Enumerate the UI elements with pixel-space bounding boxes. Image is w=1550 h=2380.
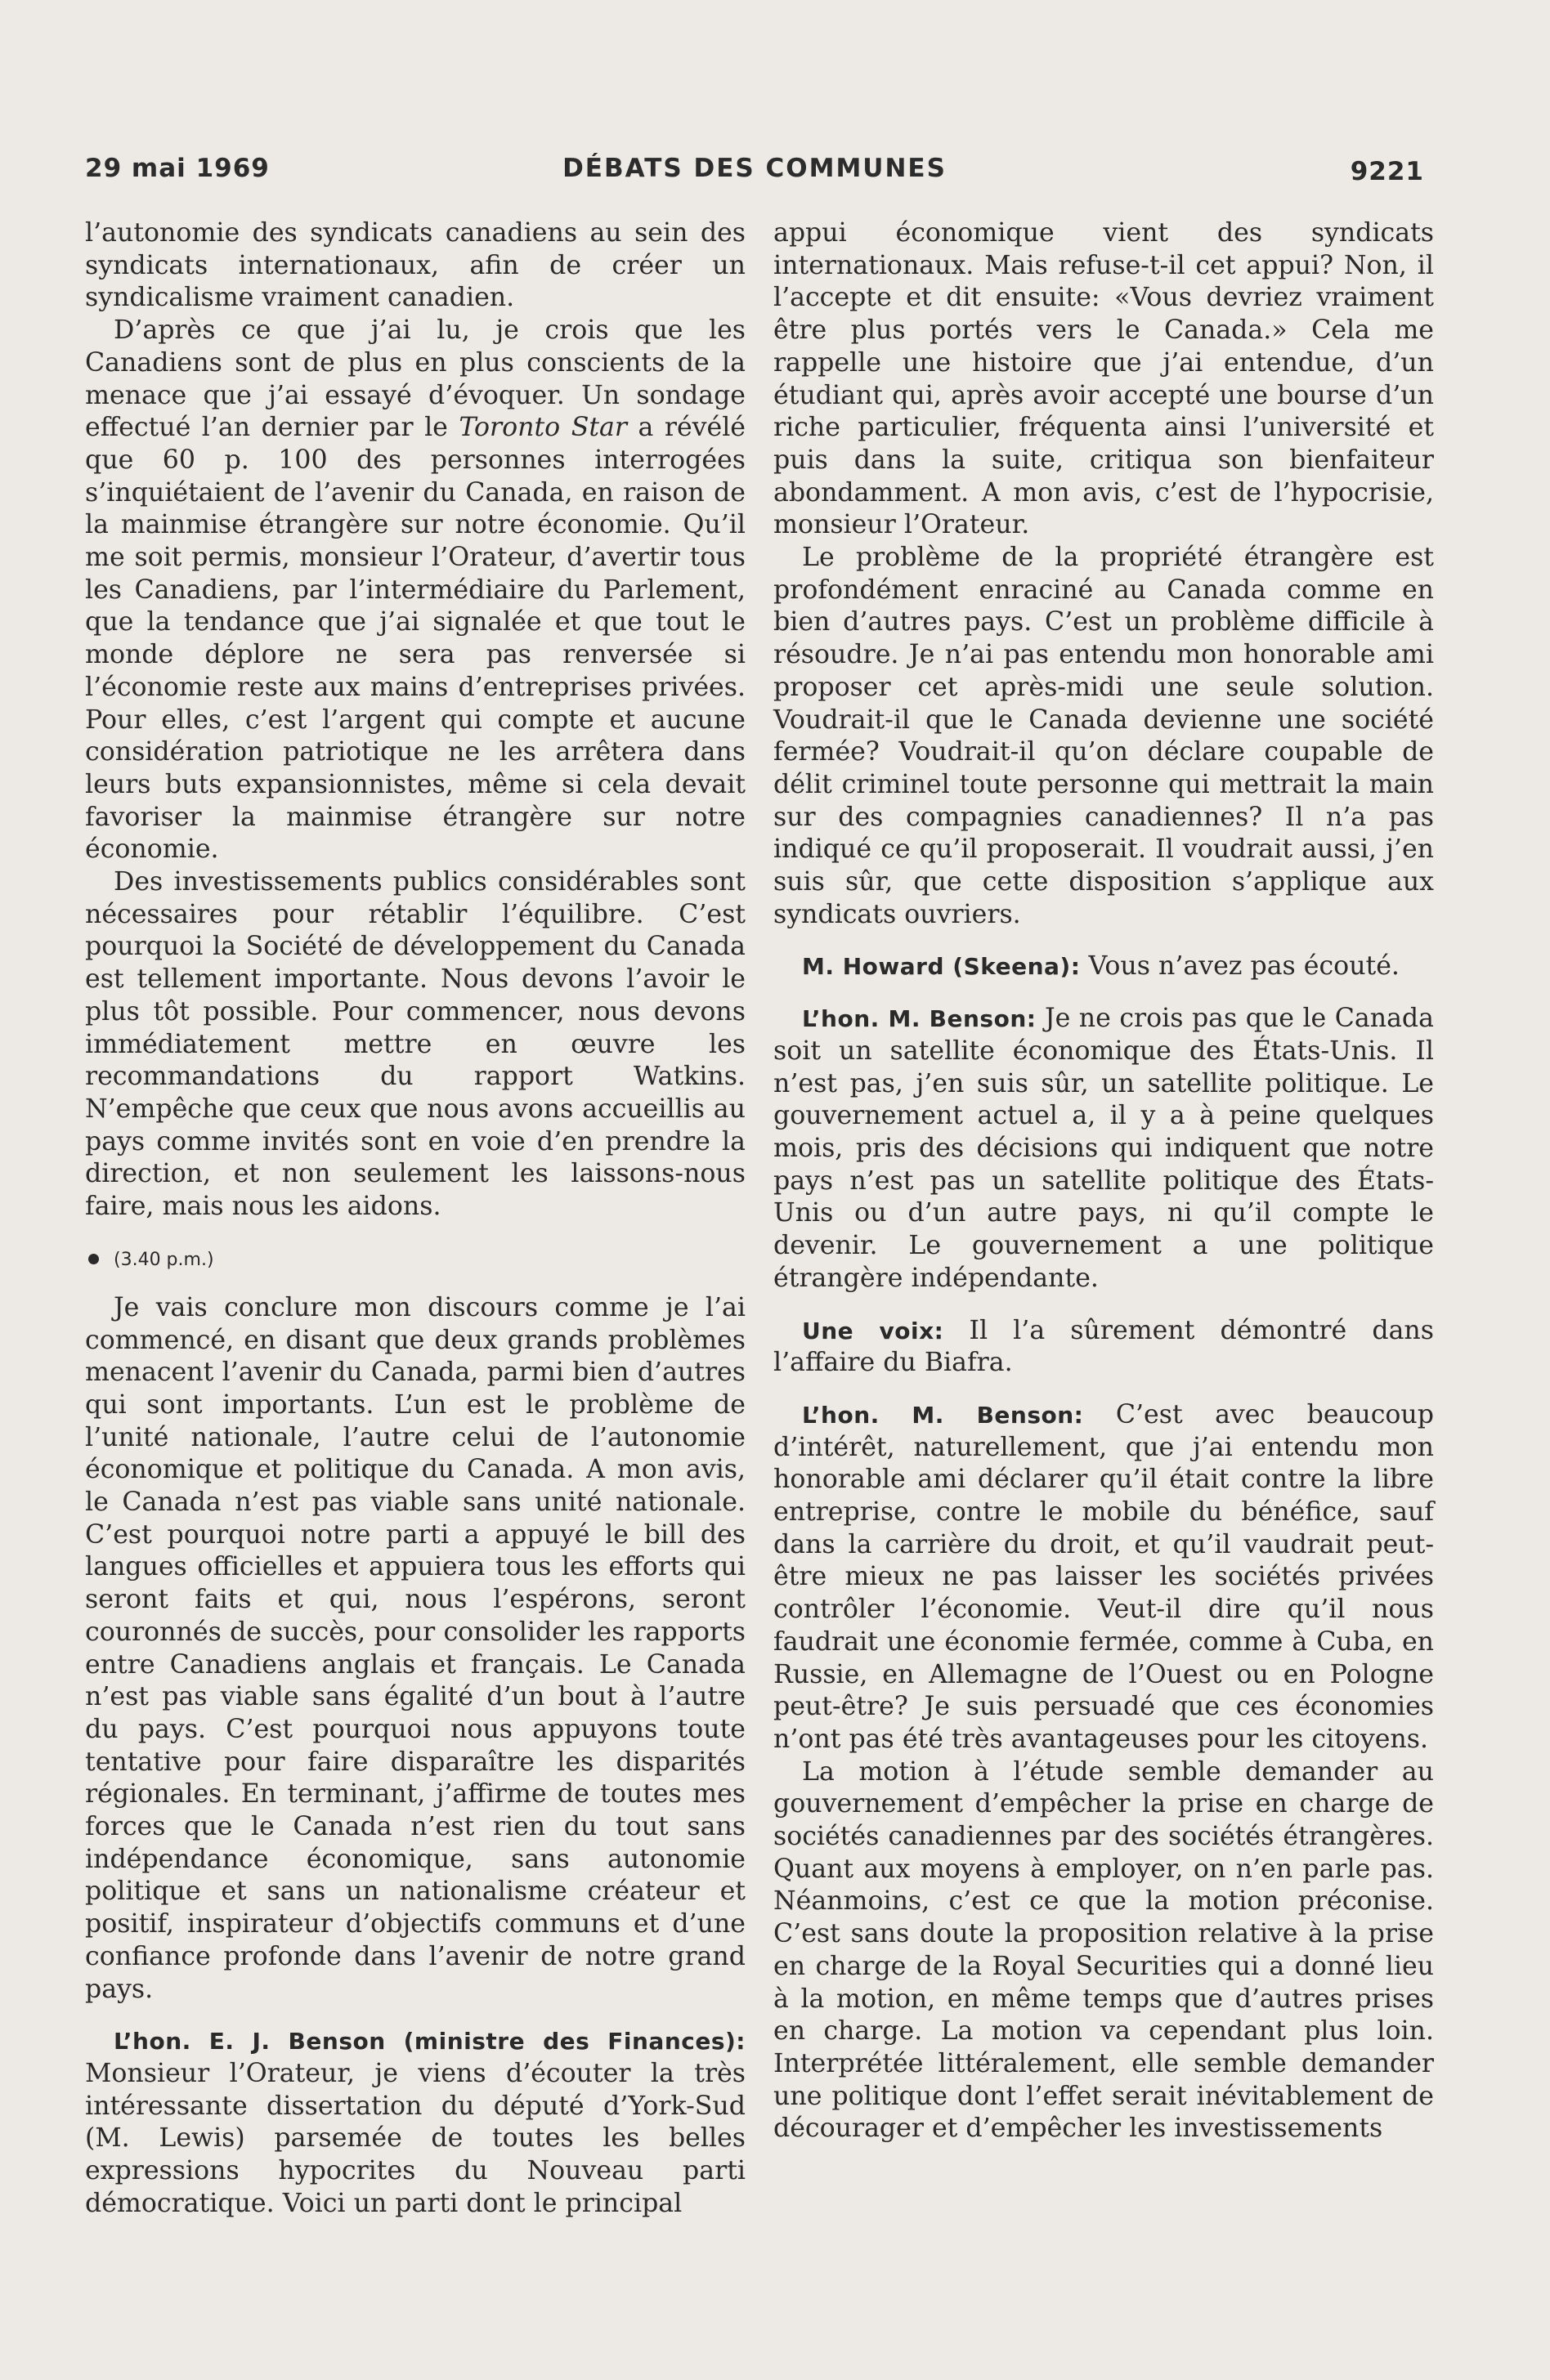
speech-text: Il l’a sûrement démontré dans l’affaire du Biafra. — [773, 1315, 1434, 1378]
speech-text: Monsieur l’Orateur, je viens d’écouter la très intéressante dissertation du député d’York-Sud (M. Lewis) parsemée de toutes les belles expressions hypocrites du Nouveau parti démocratique. Voici un parti dont le principal — [85, 2058, 746, 2218]
paragraph: Je vais conclure mon discours comme je l’ai commencé, en disant que deux grands problèmes menacent l’avenir du Canada, parmi bien d’autres qui sont importants. L’un est le problème de l’unité nationale, l’autre celui de l’autonomie économique et politique du Canada. A mon avis, le Canada n’est pas viable sans unité nationale. C’est pourquoi notre parti a appuyé le bill des langues officielles et appuiera tous les efforts qui seront faits et qui, nous l’espérons, seront couronnés de succès, pour consolider les rapports entre Canadiens anglais et français. Le Canada n’est pas viable sans égalité d’un bout à l’autre du pays. C’est pourquoi nous appuyons toute tentative pour faire disparaître les disparités régionales. En terminant, j’affirme de toutes mes forces que le Canada n’est rien du tout sans indépendance économique, sans autonomie politique et sans un nationalisme créateur et positif, inspirateur d’objectifs communs et d’une confiance profonde dans l’avenir de notre grand pays. — [85, 1292, 746, 2004]
speech-text: C’est avec beaucoup d’intérêt, naturellement, que j’ai entendu mon honorable ami déclarer qu’il était contre la libre entreprise, contre le mobile du bénéfice, sauf dans la carrière du droit, et qu’il vaudrait peut-être mieux ne pas laisser les sociétés privées contrôler l’économie. Veut-il dire qu’il nous faudrait une économie fermée, comme à Cuba, en Russie, en Allemagne de l’Ouest ou en Pologne peut-être? Je suis persuadé que ces économies n’ont pas été très avantageuses pour les citoyens. — [773, 1399, 1434, 1754]
speech — [773, 1399, 1434, 1756]
time-stamp: (3.40 p.m.) — [114, 1249, 214, 1270]
right-column — [773, 217, 1434, 2145]
header-date: 29 mai 1969 — [85, 154, 270, 183]
time-marker — [85, 1248, 746, 1273]
paragraph: Le problème de la propriété étrangère est profondément enraciné au Canada comme en bien d’autres pays. C’est un problème difficile à résoudre. Je n’ai pas entendu mon honorable ami proposer cet après-midi une seule solution. Voudrait-il que le Canada devienne une société fermée? Voudrait-il qu’on déclare coupable de délit criminel toute personne qui mettrait la main sur des compagnies canadiennes? Il n’a pas indiqué ce qu’il proposerait. Il voudrait aussi, j’en suis sûr, que cette disposition s’applique aux syndicats ouvriers. — [773, 543, 1434, 929]
paragraph — [85, 315, 746, 866]
text-run: D’après ce que j’ai lu, je crois que les Canadiens sont de plus en plus conscients de la menace que j’ai essayé d’évoquer. Un sondage effectué l’an dernier par le — [85, 315, 746, 443]
bullet-icon — [88, 1254, 99, 1264]
paragraph: appui économique vient des syndicats internationaux. Mais refuse-t-il cet appui? Non, il l’accepte et dit ensuite: «Vous devriez vraiment être plus portés vers le Canada.» Cela me rappelle une histoire que j’ai entendue, d’un étudiant qui, après avoir accepté une bourse d’un riche particulier, fréquenta ainsi l’université et puis dans la suite, critiqua son bienfaiteur abondamment. A mon avis, c’est de l’hypocrisie, monsieur l’Orateur. — [773, 218, 1434, 540]
page-number: 9221 — [1350, 157, 1424, 186]
speaker-name: L’hon. E. J. Benson (ministre des Finances): — [114, 2028, 746, 2056]
speaker-name: Une voix: — [802, 1317, 944, 1344]
speaker-name: L’hon. M. Benson: — [802, 1401, 1084, 1429]
speech — [773, 1315, 1434, 1380]
left-column — [85, 217, 746, 2220]
speech — [85, 2025, 746, 2220]
paragraph: Des investissements publics considérables sont nécessaires pour rétablir l’équilibre. C’est pourquoi la Société de développement du Canada est tellement importante. Nous devons l’avoir le plus tôt possible. Pour commencer, nous devons immédiatement mettre en œuvre les recommandations du rapport Watkins. N’empêche que ceux que nous avons accueillis au pays comme invités sont en voie d’en prendre la direction, et non seulement les laissons-nous faire, mais nous les aidons. — [85, 867, 746, 1222]
paragraph: La motion à l’étude semble demander au gouvernement d’empêcher la prise en charge de sociétés canadiennes par des sociétés étrangères. Quant aux moyens à employer, on n’en parle pas. Néanmoins, c’est ce que la motion préconise. C’est sans doute la proposition relative à la prise en charge de la Royal Securities qui a donné lieu à la motion, en même temps que d’autres prises en charge. La motion va cependant plus loin. Interprétée littéralement, elle semble demander une politique dont l’effet serait inévitablement de décourager et d’empêcher les investissements — [773, 1756, 1434, 2144]
header-title: DÉBATS DES COMMUNES — [562, 154, 947, 183]
speech — [773, 1003, 1434, 1295]
page-header — [85, 154, 1424, 195]
newspaper-title: Toronto Star — [459, 413, 627, 443]
speech — [773, 951, 1434, 983]
text-run: a révélé que 60 p. 100 des personnes interrogées s’inquiétaient de l’avenir du Canada, en raison de la mainmise étrangère sur notre économie. Qu’il me soit permis, monsieur l’Orateur, d’avertir tous les Canadiens, par l’intermédiaire du Parlement, que la tendance que j’ai signalée et que tout le monde déplore ne sera pas renversée si l’économie reste aux mains d’entreprises privées. Pour elles, c’est l’argent qui compte et aucune considération patriotique ne les arrêtera dans leurs buts expansionnistes, même si cela devait favoriser la mainmise étrangère sur notre économie. — [85, 413, 746, 865]
speech-text: Je ne crois pas que le Canada soit un satellite économique des États-Unis. Il n’est pas, j’en suis sûr, un satellite politique. Le gouvernement actuel a, il y a à peine quelques mois, pris des décisions qui indiquent que notre pays n’est pas un satellite politique des États-Unis ou d’un autre pays, ni qu’il compte le devenir. Le gouvernement a une politique étrangère indépendante. — [773, 1004, 1434, 1293]
paragraph: l’autonomie des syndicats canadiens au sein des syndicats internationaux, afin de créer un syndicalisme vraiment canadien. — [85, 218, 746, 313]
speaker-name: L’hon. M. Benson: — [802, 1005, 1037, 1033]
speech-text: Vous n’avez pas écouté. — [1080, 951, 1400, 982]
speaker-name: M. Howard (Skeena): — [802, 953, 1081, 981]
